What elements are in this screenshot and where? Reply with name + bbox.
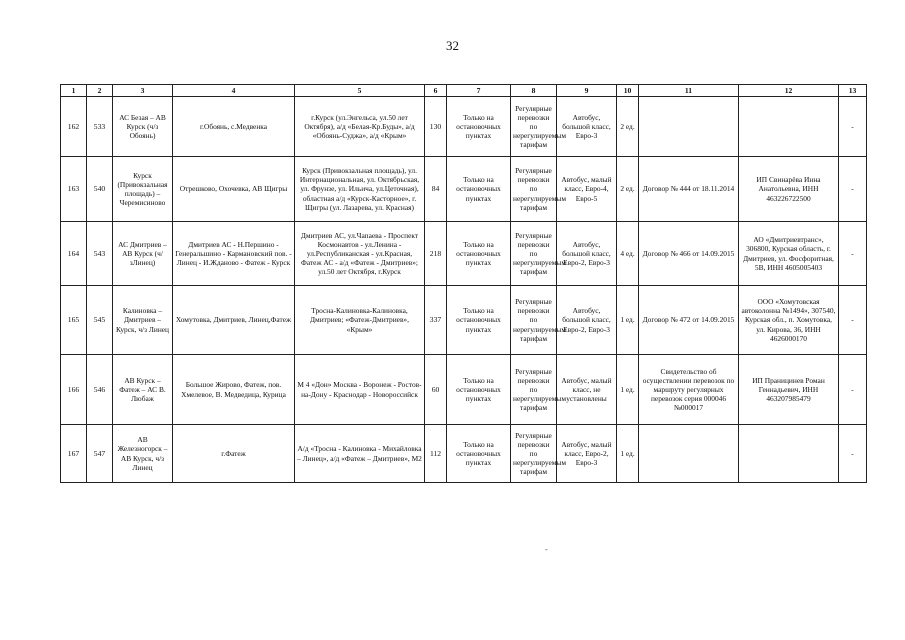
route-number: 545 [87,286,113,355]
intermediate-stops: г.Фатеж [173,425,295,483]
vehicle-class: Автобус, малый класс, не установлены [557,355,617,425]
contract-info [639,97,739,157]
vehicle-class: Автобус, малый класс, Евро-4, Евро-5 [557,157,617,222]
column-header: 5 [295,85,425,97]
route-number: 546 [87,355,113,425]
route-length: 60 [425,355,447,425]
route-number: 533 [87,97,113,157]
vehicle-count: 2 ед. [617,97,639,157]
route-name: АВ Курск – Фатеж – АС В. Любаж [113,355,173,425]
column-header: 4 [173,85,295,97]
route-length: 337 [425,286,447,355]
carrier-info: АО «Дмитриевтранс», 306800, Курская область, г. Дмитриев, ул. Фосфоритная, 5В, ИНН 4605005403 [739,222,839,286]
route-name: АВ Железногорск – АВ Курск, ч/з Линец [113,425,173,483]
table-row [61,157,867,222]
routes-table [60,84,867,483]
route-number: 540 [87,157,113,222]
column-header: 8 [511,85,557,97]
boarding-procedure: Только на остановочных пунктах [447,97,511,157]
vehicle-count: 1 ед. [617,355,639,425]
carrier-info: ИП Свинарёва Инна Анатольевна, ИНН 463226722500 [739,157,839,222]
transport-type: Регулярные перевозки по нерегулируемым тарифам [511,222,557,286]
contract-info: Свидетельство об осуществлении перевозок по маршруту регулярных перевозок серия 000046 №000017 [639,355,739,425]
contract-info [639,425,739,483]
page-number: 32 [446,38,459,53]
stray-mark: - [545,545,548,554]
row-number: 163 [61,157,87,222]
vehicle-class: Автобус, большой класс, Евро-3 [557,97,617,157]
contract-info: Договор № 466 от 14.09.2015 [639,222,739,286]
row-number: 166 [61,355,87,425]
intermediate-stops: Дмитриев АС - Н.Першино - Генеральшино - Кармановский пов. - Линец - И.Жданово - Фатеж - Курск [173,222,295,286]
vehicle-count: 1 ед. [617,286,639,355]
column-header: 12 [739,85,839,97]
route-number: 547 [87,425,113,483]
route-name: Калиновка – Дмитриев – Курск, ч/з Линец [113,286,173,355]
route-length: 84 [425,157,447,222]
intermediate-stops: Большое Жирово, Фатеж, пов. Хмелевое, В. Медведица, Курица [173,355,295,425]
column-header: 3 [113,85,173,97]
remarks: - [839,425,867,483]
row-number: 164 [61,222,87,286]
vehicle-count: 1 ед. [617,425,639,483]
intermediate-stops: Отрешково, Охочевка, АВ Щигры [173,157,295,222]
table-row [61,97,867,157]
vehicle-count: 2 ед. [617,157,639,222]
transport-type: Регулярные перевозки по нерегулируемым тарифам [511,425,557,483]
column-header: 9 [557,85,617,97]
intermediate-stops: г.Обоянь, с.Медвенка [173,97,295,157]
carrier-info [739,425,839,483]
route-name: АС Безая – АВ Курск (ч/з Обоянь) [113,97,173,157]
route-streets: Тросна-Калиновка-Калиновка, Дмитриев; «Фатеж-Дмитриев», «Крым» [295,286,425,355]
vehicle-class: Автобус, большой класс, Евро-2, Евро-3 [557,222,617,286]
route-streets: М 4 «Дон» Москва - Воронеж - Ростов-на-Дону - Краснодар - Новороссийск [295,355,425,425]
contract-info: Договор № 444 от 18.11.2014 [639,157,739,222]
column-header: 7 [447,85,511,97]
vehicle-count: 4 ед. [617,222,639,286]
column-header: 2 [87,85,113,97]
remarks: - [839,355,867,425]
column-header: 10 [617,85,639,97]
remarks: - [839,286,867,355]
boarding-procedure: Только на остановочных пунктах [447,222,511,286]
column-header: 11 [639,85,739,97]
column-header: 13 [839,85,867,97]
route-number: 543 [87,222,113,286]
vehicle-class: Автобус, большой класс, Евро-2, Евро-3 [557,286,617,355]
carrier-info: ИП Праницинев Роман Геннадьевич, ИНН 463207985479 [739,355,839,425]
table-row [61,355,867,425]
route-name: АС Дмитриев – АВ Курск (ч/зЛинец) [113,222,173,286]
route-name: Курск (Привокзальная площадь) – Черемисиново [113,157,173,222]
carrier-info: ООО «Хомутовская автоколонна №1494», 307540, Курская обл., п. Хомутовка, ул. Кирова, 36, ИНН 4626000170 [739,286,839,355]
boarding-procedure: Только на остановочных пунктах [447,355,511,425]
contract-info: Договор № 472 от 14.09.2015 [639,286,739,355]
route-length: 130 [425,97,447,157]
row-number: 162 [61,97,87,157]
carrier-info [739,97,839,157]
route-streets: А/д «Тросна - Калиновка - Михайловка – Линец», а/д «Фатеж – Дмитриев», М2 [295,425,425,483]
row-number: 167 [61,425,87,483]
vehicle-class: Автобус, малый класс, Евро-2, Евро-3 [557,425,617,483]
route-length: 112 [425,425,447,483]
transport-type: Регулярные перевозки по нерегулируемым тарифам [511,97,557,157]
remarks: - [839,157,867,222]
table-row [61,425,867,483]
boarding-procedure: Только на остановочных пунктах [447,157,511,222]
column-header: 6 [425,85,447,97]
boarding-procedure: Только на остановочных пунктах [447,286,511,355]
table-row [61,286,867,355]
route-streets: Курск (Привокзальная площадь), ул. Интернациональная, ул. Октябрьская, ул. Фрунзе, ул. Ильича, ул.Цеточная), областная а/д «Курск-Касторное», г. Щигры (ул. Лазарева, ул. Красная) [295,157,425,222]
column-header: 1 [61,85,87,97]
boarding-procedure: Только на остановочных пунктах [447,425,511,483]
table-row [61,222,867,286]
route-length: 218 [425,222,447,286]
route-streets: Дмитриев АС, ул.Чапаева - Проспект Космонавтов - ул.Ленина - ул.Республиканская - ул.Красная, Фатеж АС - а/д «Фатеж - Дмитриев»; ул.50 лет Октября, г.Курск [295,222,425,286]
transport-type: Регулярные перевозки по нерегулируемым тарифам [511,157,557,222]
intermediate-stops: Хомутовка, Дмитриев, Линец,Фатеж [173,286,295,355]
remarks: - [839,222,867,286]
remarks: - [839,97,867,157]
route-streets: г.Курск (ул.Энгельса, ул.50 лет Октября), а/д «Белая-Кр.Буды», а/д «Обоянь-Суджа», а/д «Крым» [295,97,425,157]
table-header-row [61,85,867,97]
row-number: 165 [61,286,87,355]
transport-type: Регулярные перевозки по нерегулируемым тарифам [511,286,557,355]
transport-type: Регулярные перевозки по нерегулируемым тарифам [511,355,557,425]
